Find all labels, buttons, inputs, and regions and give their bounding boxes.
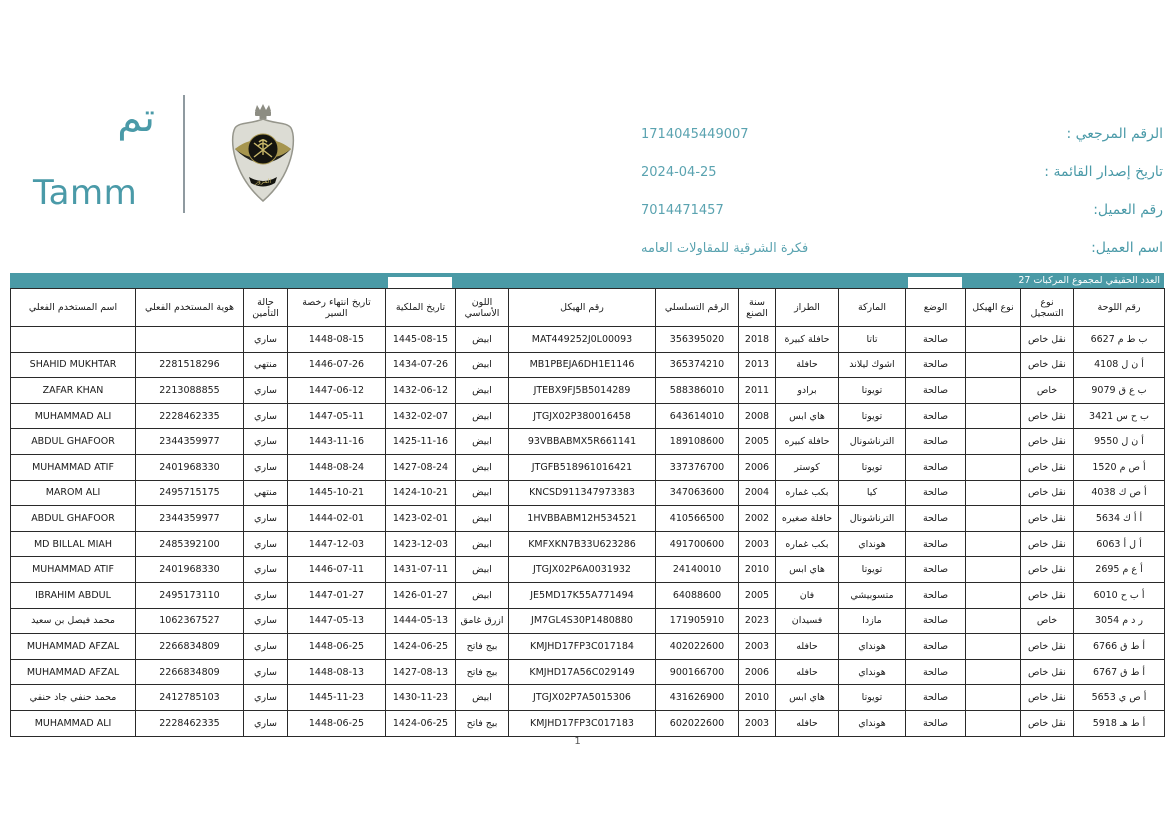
meta-value: فكرة الشرقية للمقاولات العامه xyxy=(641,241,809,256)
table-cell: ABDUL GHAFOOR xyxy=(11,429,136,455)
table-cell: ابيض xyxy=(456,403,509,429)
column-header: تاريخ انتهاء رخصة السير xyxy=(288,289,386,327)
table-cell: KMJHD17FP3C017183 xyxy=(509,710,656,736)
table-cell: 1447-06-12 xyxy=(288,378,386,404)
table-cell: أ ص ك 4038 xyxy=(1074,480,1165,506)
table-cell: 1448-08-13 xyxy=(288,659,386,685)
table-cell: 1448-06-25 xyxy=(288,710,386,736)
table-cell: أ ن ل 9550 xyxy=(1074,429,1165,455)
table-cell: JE5MD17K55A771494 xyxy=(509,582,656,608)
table-cell: أ ص ي 5653 xyxy=(1074,685,1165,711)
table-row xyxy=(11,582,1165,608)
table-cell: KMJHD17A56C029149 xyxy=(509,659,656,685)
page-number: 1 xyxy=(574,736,581,747)
table-cell: 2344359977 xyxy=(136,429,244,455)
table-cell: 491700600 xyxy=(656,531,739,557)
table-cell: حافله xyxy=(776,634,839,660)
table-cell: 1430-11-23 xyxy=(386,685,456,711)
table-cell: MB1PBEJA6DH1E1146 xyxy=(509,352,656,378)
table-cell: MAT449252J0L00093 xyxy=(509,327,656,353)
table-cell: 900166700 xyxy=(656,659,739,685)
table-cell xyxy=(966,403,1021,429)
table-cell: صالحة xyxy=(906,557,966,583)
table-cell: 2010 xyxy=(739,685,776,711)
table-cell: نقل خاص xyxy=(1021,429,1074,455)
table-cell: 1447-05-13 xyxy=(288,608,386,634)
column-header: الوضع xyxy=(906,289,966,327)
table-cell: 1424-06-25 xyxy=(386,634,456,660)
table-cell: 1445-08-15 xyxy=(386,327,456,353)
table-cell: نقل خاص xyxy=(1021,480,1074,506)
table-cell: JM7GL4S30P1480880 xyxy=(509,608,656,634)
table-cell: MUHAMMAD AFZAL xyxy=(11,634,136,660)
table-cell xyxy=(966,327,1021,353)
table-cell: حافلة كبيرة xyxy=(776,327,839,353)
table-cell: هونداي xyxy=(839,659,906,685)
table-cell: أ ط ق 6766 xyxy=(1074,634,1165,660)
table-cell: ب ط م 6627 xyxy=(1074,327,1165,353)
table-cell: MUHAMMAD ALI xyxy=(11,710,136,736)
table-cell: 1427-08-13 xyxy=(386,659,456,685)
table-cell xyxy=(966,634,1021,660)
table-cell: أ ط ق 6767 xyxy=(1074,659,1165,685)
column-header: نوع الهيكل xyxy=(966,289,1021,327)
table-cell: صالحة xyxy=(906,531,966,557)
table-cell: ساري xyxy=(244,608,288,634)
column-header: حالة التأمين xyxy=(244,289,288,327)
table-row xyxy=(11,685,1165,711)
table-cell: 1425-11-16 xyxy=(386,429,456,455)
table-cell: ابيض xyxy=(456,378,509,404)
table-cell: ZAFAR KHAN xyxy=(11,378,136,404)
table-cell: مازدا xyxy=(839,608,906,634)
table-cell: ساري xyxy=(244,557,288,583)
table-cell: صالحة xyxy=(906,352,966,378)
table-cell: 1423-12-03 xyxy=(386,531,456,557)
table-row xyxy=(11,710,1165,736)
meta-label: اسم العميل: xyxy=(1091,240,1163,256)
table-cell: JTGFB518961016421 xyxy=(509,454,656,480)
table-cell: ابيض xyxy=(456,454,509,480)
table-cell: MUHAMMAD ATIF xyxy=(11,557,136,583)
table-cell: 2006 xyxy=(739,659,776,685)
table-cell: 171905910 xyxy=(656,608,739,634)
table-cell: منتهي xyxy=(244,352,288,378)
table-cell: 2401968330 xyxy=(136,557,244,583)
table-cell: بيج فاتح xyxy=(456,710,509,736)
table-cell: أ ص م 1520 xyxy=(1074,454,1165,480)
table-cell: KMJHD17FP3C017184 xyxy=(509,634,656,660)
table-cell: فان xyxy=(776,582,839,608)
table-cell: 337376700 xyxy=(656,454,739,480)
table-cell: نقل خاص xyxy=(1021,327,1074,353)
table-cell: تويوتا xyxy=(839,403,906,429)
logo-divider xyxy=(183,95,185,213)
meta-field xyxy=(643,118,1163,156)
table-cell: ابيض xyxy=(456,506,509,532)
table-cell: 2011 xyxy=(739,378,776,404)
table-cell: 2002 xyxy=(739,506,776,532)
table-cell: 2005 xyxy=(739,429,776,455)
table-cell: JTEBX9FJ5B5014289 xyxy=(509,378,656,404)
table-cell: ABDUL GHAFOOR xyxy=(11,506,136,532)
table-cell: 2266834809 xyxy=(136,659,244,685)
table-cell: صالحة xyxy=(906,634,966,660)
table-cell: فسيدان xyxy=(776,608,839,634)
table-cell: نقل خاص xyxy=(1021,582,1074,608)
table-cell: 347063600 xyxy=(656,480,739,506)
table-cell: 2003 xyxy=(739,531,776,557)
column-header: اللون الأساسي xyxy=(456,289,509,327)
header-notch xyxy=(908,277,962,288)
table-cell: تويوتا xyxy=(839,685,906,711)
table-cell: ساري xyxy=(244,685,288,711)
table-cell: متسوبيشي xyxy=(839,582,906,608)
table-cell: حافلة صغيره xyxy=(776,506,839,532)
meta-field xyxy=(643,156,1163,194)
table-cell: خاص xyxy=(1021,378,1074,404)
table-cell: 1424-10-21 xyxy=(386,480,456,506)
table-cell: 1445-10-21 xyxy=(288,480,386,506)
table-cell: نقل خاص xyxy=(1021,454,1074,480)
table-cell: MAROM ALI xyxy=(11,480,136,506)
column-header: الطراز xyxy=(776,289,839,327)
table-cell: 2495715175 xyxy=(136,480,244,506)
table-cell xyxy=(966,608,1021,634)
meta-field xyxy=(643,194,1163,232)
table-cell: نقل خاص xyxy=(1021,634,1074,660)
table-cell: أ ل أ 6063 xyxy=(1074,531,1165,557)
table-cell: كيا xyxy=(839,480,906,506)
tamm-logo xyxy=(33,95,155,213)
table-cell: 431626900 xyxy=(656,685,739,711)
table-cell: كوستر xyxy=(776,454,839,480)
table-cell: ابيض xyxy=(456,582,509,608)
table-cell: 1446-07-11 xyxy=(288,557,386,583)
table-row xyxy=(11,557,1165,583)
table-cell: بيج فاتح xyxy=(456,659,509,685)
table-cell: صالحة xyxy=(906,608,966,634)
header-row xyxy=(11,289,1165,327)
table-cell: 189108600 xyxy=(656,429,739,455)
table-cell xyxy=(11,327,136,353)
document-meta xyxy=(643,118,1163,270)
table-cell: هونداي xyxy=(839,634,906,660)
meta-field xyxy=(643,232,1163,270)
table-cell: 1443-11-16 xyxy=(288,429,386,455)
vehicles-summary-bar xyxy=(10,273,1164,288)
table-cell: هاي ابس xyxy=(776,403,839,429)
table-cell: ابيض xyxy=(456,557,509,583)
table-cell: صالحة xyxy=(906,480,966,506)
meta-label: الرقم المرجعي : xyxy=(1066,126,1163,142)
table-cell xyxy=(966,506,1021,532)
table-cell: 1432-06-12 xyxy=(386,378,456,404)
table-cell: هونداي xyxy=(839,710,906,736)
column-header: سنة الصنع xyxy=(739,289,776,327)
table-cell: أ ط هـ 5918 xyxy=(1074,710,1165,736)
table-cell xyxy=(966,685,1021,711)
table-cell: ابيض xyxy=(456,429,509,455)
table-cell: صالحة xyxy=(906,506,966,532)
table-cell: 1447-01-27 xyxy=(288,582,386,608)
table-cell: 2228462335 xyxy=(136,710,244,736)
table-cell: JTGJX02P6A0031932 xyxy=(509,557,656,583)
table-cell: اشوك ليلاند xyxy=(839,352,906,378)
table-cell: هونداي xyxy=(839,531,906,557)
table-cell: صالحة xyxy=(906,403,966,429)
table-cell: أ ع م 2695 xyxy=(1074,557,1165,583)
table-cell: برادو xyxy=(776,378,839,404)
table-cell: محمد حنفي جاد حنفي xyxy=(11,685,136,711)
table-cell: 1427-08-24 xyxy=(386,454,456,480)
table-cell: MD BILLAL MIAH xyxy=(11,531,136,557)
vehicles-table xyxy=(10,288,1165,737)
tamm-arabic-text: تم xyxy=(117,95,155,141)
table-cell: 2228462335 xyxy=(136,403,244,429)
table-cell: ساري xyxy=(244,378,288,404)
column-header: تاريخ الملكية xyxy=(386,289,456,327)
table-row xyxy=(11,429,1165,455)
table-cell xyxy=(966,454,1021,480)
meta-value: 7014471457 xyxy=(641,203,724,218)
table-cell: محمد فيصل بن سعيد xyxy=(11,608,136,634)
table-cell: 2006 xyxy=(739,454,776,480)
table-cell: 2013 xyxy=(739,352,776,378)
table-cell: ساري xyxy=(244,634,288,660)
table-cell: ابيض xyxy=(456,531,509,557)
table-cell: ر د م 3054 xyxy=(1074,608,1165,634)
table-cell: خاص xyxy=(1021,608,1074,634)
table-cell: 64088600 xyxy=(656,582,739,608)
table-cell: 1448-08-15 xyxy=(288,327,386,353)
table-cell: 2003 xyxy=(739,710,776,736)
vehicles-summary-text: العدد الحقيقي لمجموع المركبات 27 xyxy=(1018,275,1160,286)
table-row xyxy=(11,378,1165,404)
table-cell: ب ح س 3421 xyxy=(1074,403,1165,429)
table-cell: نقل خاص xyxy=(1021,685,1074,711)
table-cell: ب ع ق 9079 xyxy=(1074,378,1165,404)
table-cell: 1432-02-07 xyxy=(386,403,456,429)
table-row xyxy=(11,531,1165,557)
table-cell: نقل خاص xyxy=(1021,710,1074,736)
meta-label: تاريخ إصدار القائمة : xyxy=(1044,164,1163,180)
table-cell: أ ب ح 6010 xyxy=(1074,582,1165,608)
table-row xyxy=(11,659,1165,685)
table-cell: 93VBBABMX5R661141 xyxy=(509,429,656,455)
table-cell: MUHAMMAD AFZAL xyxy=(11,659,136,685)
table-cell: 2412785103 xyxy=(136,685,244,711)
table-cell: 602022600 xyxy=(656,710,739,736)
header-logos xyxy=(28,95,298,213)
table-cell: الترناشونال xyxy=(839,506,906,532)
table-row xyxy=(11,506,1165,532)
column-header: هوية المستخدم الفعلي xyxy=(136,289,244,327)
table-cell: نقل خاص xyxy=(1021,352,1074,378)
table-cell: هاي ابس xyxy=(776,557,839,583)
table-cell: 24140010 xyxy=(656,557,739,583)
table-cell: 2266834809 xyxy=(136,634,244,660)
table-cell: صالحة xyxy=(906,378,966,404)
table-cell: 643614010 xyxy=(656,403,739,429)
table-cell: IBRAHIM ABDUL xyxy=(11,582,136,608)
table-cell: 1062367527 xyxy=(136,608,244,634)
table-cell: حافله xyxy=(776,659,839,685)
table-cell: 1423-02-01 xyxy=(386,506,456,532)
column-header: الماركة xyxy=(839,289,906,327)
table-row xyxy=(11,608,1165,634)
column-header: رقم اللوحة xyxy=(1074,289,1165,327)
table-cell: 1448-06-25 xyxy=(288,634,386,660)
table-cell: ساري xyxy=(244,531,288,557)
table-cell: 2023 xyxy=(739,608,776,634)
table-cell xyxy=(966,531,1021,557)
table-cell: 1447-05-11 xyxy=(288,403,386,429)
meta-value: 2024-04-25 xyxy=(641,165,717,180)
meta-label: رقم العميل: xyxy=(1093,202,1163,218)
table-cell xyxy=(966,429,1021,455)
table-cell: 1448-08-24 xyxy=(288,454,386,480)
table-row xyxy=(11,327,1165,353)
table-cell: 1445-11-23 xyxy=(288,685,386,711)
column-header: اسم المستخدم الفعلي xyxy=(11,289,136,327)
table-cell: حافلة xyxy=(776,352,839,378)
table-cell: 1431-07-11 xyxy=(386,557,456,583)
table-cell: 1434-07-26 xyxy=(386,352,456,378)
table-cell xyxy=(966,378,1021,404)
table-cell: 2281518296 xyxy=(136,352,244,378)
table-cell: ابيض xyxy=(456,480,509,506)
table-cell: صالحة xyxy=(906,327,966,353)
table-cell: 2401968330 xyxy=(136,454,244,480)
table-cell: ساري xyxy=(244,659,288,685)
table-cell: 1447-12-03 xyxy=(288,531,386,557)
table-cell: تاتا xyxy=(839,327,906,353)
table-cell: صالحة xyxy=(906,582,966,608)
table-cell: ساري xyxy=(244,429,288,455)
table-cell: ابيض xyxy=(456,352,509,378)
svg-text:المرور: المرور xyxy=(254,178,272,185)
table-cell: 2213088855 xyxy=(136,378,244,404)
table-cell: 1HVBBABM12H534521 xyxy=(509,506,656,532)
table-cell: 2485392100 xyxy=(136,531,244,557)
column-header: رقم الهيكل xyxy=(509,289,656,327)
tamm-latin-text: Tamm xyxy=(33,173,138,213)
table-cell xyxy=(966,582,1021,608)
table-cell: الترناشونال xyxy=(839,429,906,455)
table-cell: منتهي xyxy=(244,480,288,506)
table-cell: ساري xyxy=(244,454,288,480)
table-cell: 2010 xyxy=(739,557,776,583)
table-cell: نقل خاص xyxy=(1021,531,1074,557)
table-cell xyxy=(966,557,1021,583)
table-cell: 2495173110 xyxy=(136,582,244,608)
table-row xyxy=(11,634,1165,660)
table-cell: 365374210 xyxy=(656,352,739,378)
table-cell: 2008 xyxy=(739,403,776,429)
table-cell xyxy=(966,352,1021,378)
table-cell: 402022600 xyxy=(656,634,739,660)
table-cell: SHAHID MUKHTAR xyxy=(11,352,136,378)
table-cell: ساري xyxy=(244,327,288,353)
table-cell xyxy=(966,710,1021,736)
table-cell: 356395020 xyxy=(656,327,739,353)
table-cell: MUHAMMAD ALI xyxy=(11,403,136,429)
table-cell: KNCSD911347973383 xyxy=(509,480,656,506)
table-cell: 1446-07-26 xyxy=(288,352,386,378)
table-cell: صالحة xyxy=(906,429,966,455)
table-cell: 2005 xyxy=(739,582,776,608)
column-header: الرقم التسلسلي xyxy=(656,289,739,327)
table-cell: ابيض xyxy=(456,685,509,711)
table-cell: أ ن ل 4108 xyxy=(1074,352,1165,378)
column-header: نوع التسجيل xyxy=(1021,289,1074,327)
meta-value: 1714045449007 xyxy=(641,127,749,142)
table-cell: 2018 xyxy=(739,327,776,353)
table-cell: بيج فاتح xyxy=(456,634,509,660)
table-row xyxy=(11,454,1165,480)
table-cell: صالحة xyxy=(906,685,966,711)
table-cell: 1426-01-27 xyxy=(386,582,456,608)
table-cell: نقل خاص xyxy=(1021,557,1074,583)
table-row xyxy=(11,352,1165,378)
table-cell: بكب غماره xyxy=(776,531,839,557)
table-cell xyxy=(966,659,1021,685)
table-cell xyxy=(136,327,244,353)
table-cell: ساري xyxy=(244,582,288,608)
table-cell: KMFXKN7B33U623286 xyxy=(509,531,656,557)
table-cell: MUHAMMAD ATIF xyxy=(11,454,136,480)
table-cell: تويوتا xyxy=(839,378,906,404)
header-notch xyxy=(388,277,452,288)
table-cell: ازرق غامق xyxy=(456,608,509,634)
table-cell: أ أ ك 5634 xyxy=(1074,506,1165,532)
table-cell: تويوتا xyxy=(839,557,906,583)
table-cell: نقل خاص xyxy=(1021,659,1074,685)
table-cell: نقل خاص xyxy=(1021,506,1074,532)
table-row xyxy=(11,480,1165,506)
table-cell: صالحة xyxy=(906,710,966,736)
table-cell: JTGJX02P380016458 xyxy=(509,403,656,429)
table-cell: ساري xyxy=(244,710,288,736)
table-cell: حافله xyxy=(776,710,839,736)
table-cell: 2003 xyxy=(739,634,776,660)
table-cell: 2344359977 xyxy=(136,506,244,532)
table-cell: بكب غماره xyxy=(776,480,839,506)
table-cell: نقل خاص xyxy=(1021,403,1074,429)
table-cell: ابيض xyxy=(456,327,509,353)
traffic-police-badge-icon xyxy=(223,103,303,207)
table-cell xyxy=(966,480,1021,506)
table-cell: 1424-06-25 xyxy=(386,710,456,736)
table-cell: 1444-05-13 xyxy=(386,608,456,634)
table-cell: هاي ابس xyxy=(776,685,839,711)
table-cell: تويوتا xyxy=(839,454,906,480)
table-cell: JTGJX02P7A5015306 xyxy=(509,685,656,711)
table-cell: صالحة xyxy=(906,454,966,480)
table-cell: 2004 xyxy=(739,480,776,506)
table-cell: 1444-02-01 xyxy=(288,506,386,532)
table-cell: 588386010 xyxy=(656,378,739,404)
table-cell: حافلة كبيره xyxy=(776,429,839,455)
table-cell: ساري xyxy=(244,403,288,429)
table-cell: 410566500 xyxy=(656,506,739,532)
table-row xyxy=(11,403,1165,429)
table-cell: صالحة xyxy=(906,659,966,685)
table-cell: ساري xyxy=(244,506,288,532)
